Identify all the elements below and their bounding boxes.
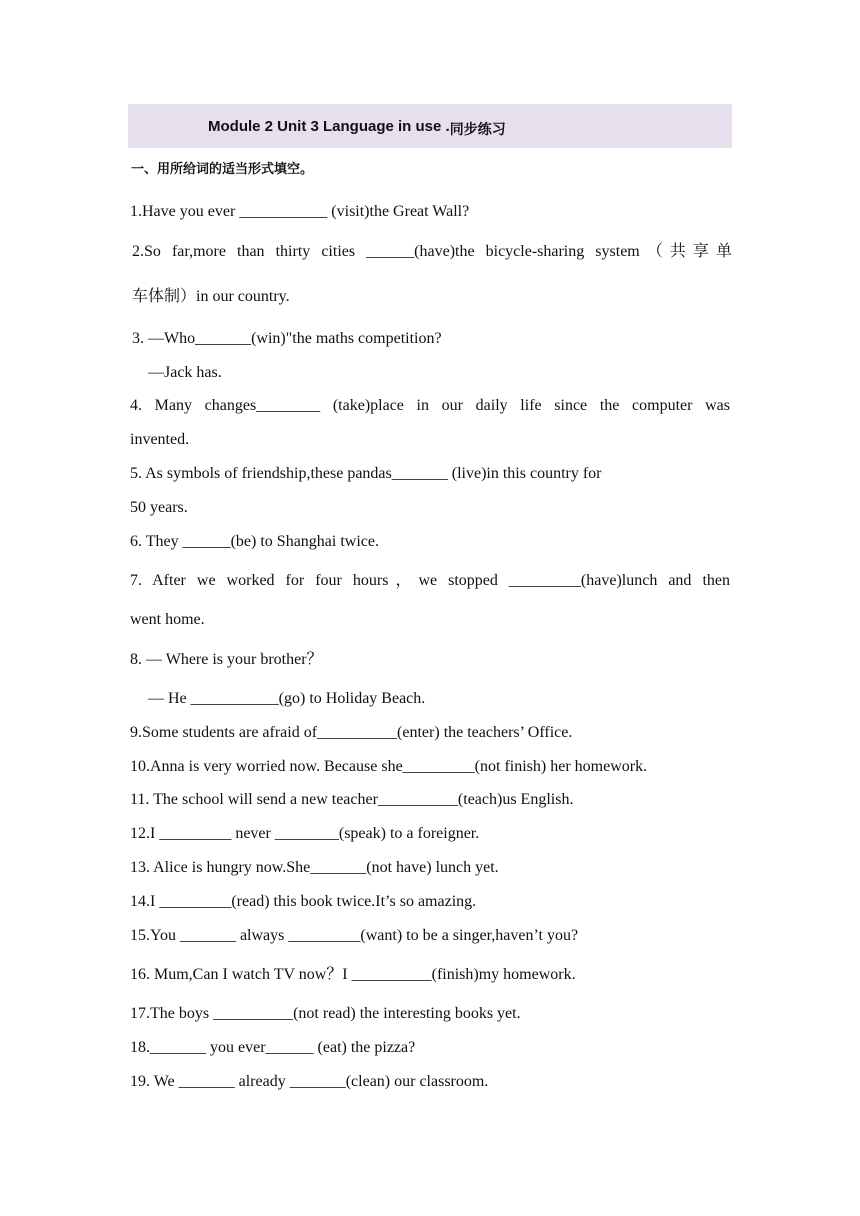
question-line-18: 18._______ you ever______ (eat) the pizza?	[130, 1039, 416, 1056]
question-line-7: 7. After we worked for four hours，we stopped _________(have)lunch and then	[130, 572, 730, 589]
question-line-5-cont: 50 years.	[130, 499, 188, 516]
section-heading: 一、用所给词的适当形式填空。	[131, 162, 314, 177]
question-line-6: 6. They ______(be) to Shanghai twice.	[130, 533, 379, 550]
question-line-12: 12.I _________ never ________(speak) to a foreigner.	[130, 825, 480, 842]
question-line-14: 14.I _________(read) this book twice.It’s so amazing.	[130, 893, 477, 910]
question-line-10: 10.Anna is very worried now. Because she_________(not finish) her homework.	[130, 758, 648, 775]
question-line-16: 16. Mum,Can I watch TV now？I __________(finish)my homework.	[130, 966, 576, 983]
question-line-4: 4. Many changes________ (take)place in our daily life since the computer was	[130, 397, 730, 414]
question-line-11: 11. The school will send a new teacher__________(teach)us English.	[130, 791, 574, 808]
question-line-17: 17.The boys __________(not read) the interesting books yet.	[130, 1005, 521, 1022]
question-line-5: 5. As symbols of friendship,these pandas_______ (live)in this country for	[130, 465, 602, 482]
question-line-8-answer: — He ___________(go) to Holiday Beach.	[148, 690, 426, 707]
question-line-13: 13. Alice is hungry now.She_______(not have) lunch yet.	[130, 859, 499, 876]
question-line-4-cont: invented.	[130, 431, 190, 448]
question-line-1: 1.Have you ever ___________ (visit)the Great Wall?	[130, 203, 470, 220]
question-line-3-answer: —Jack has.	[148, 364, 222, 381]
question-line-9: 9.Some students are afraid of__________(enter) the teachers’ Office.	[130, 724, 573, 741]
page-title	[208, 116, 506, 136]
question-line-15: 15.You _______ always _________(want) to be a singer,haven’t you?	[130, 927, 579, 944]
question-line-3: 3. —Who_______(win)"the maths competition?	[132, 330, 442, 347]
question-line-8: 8. — Where is your brother？	[130, 651, 323, 668]
title-text: Module 2 Unit 3 Language in use .	[208, 118, 450, 135]
question-line-7-cont: went home.	[130, 611, 205, 628]
question-line-19: 19. We _______ already _______(clean) our classroom.	[130, 1073, 489, 1090]
title-band	[128, 104, 732, 148]
question-line-2: 2.So far,more than thirty cities ______(have)the bicycle-sharing system（共享单	[132, 243, 732, 260]
question-line-2-cont: 车体制）in our country.	[132, 288, 290, 305]
title-text-cn: 同步练习	[449, 122, 506, 138]
